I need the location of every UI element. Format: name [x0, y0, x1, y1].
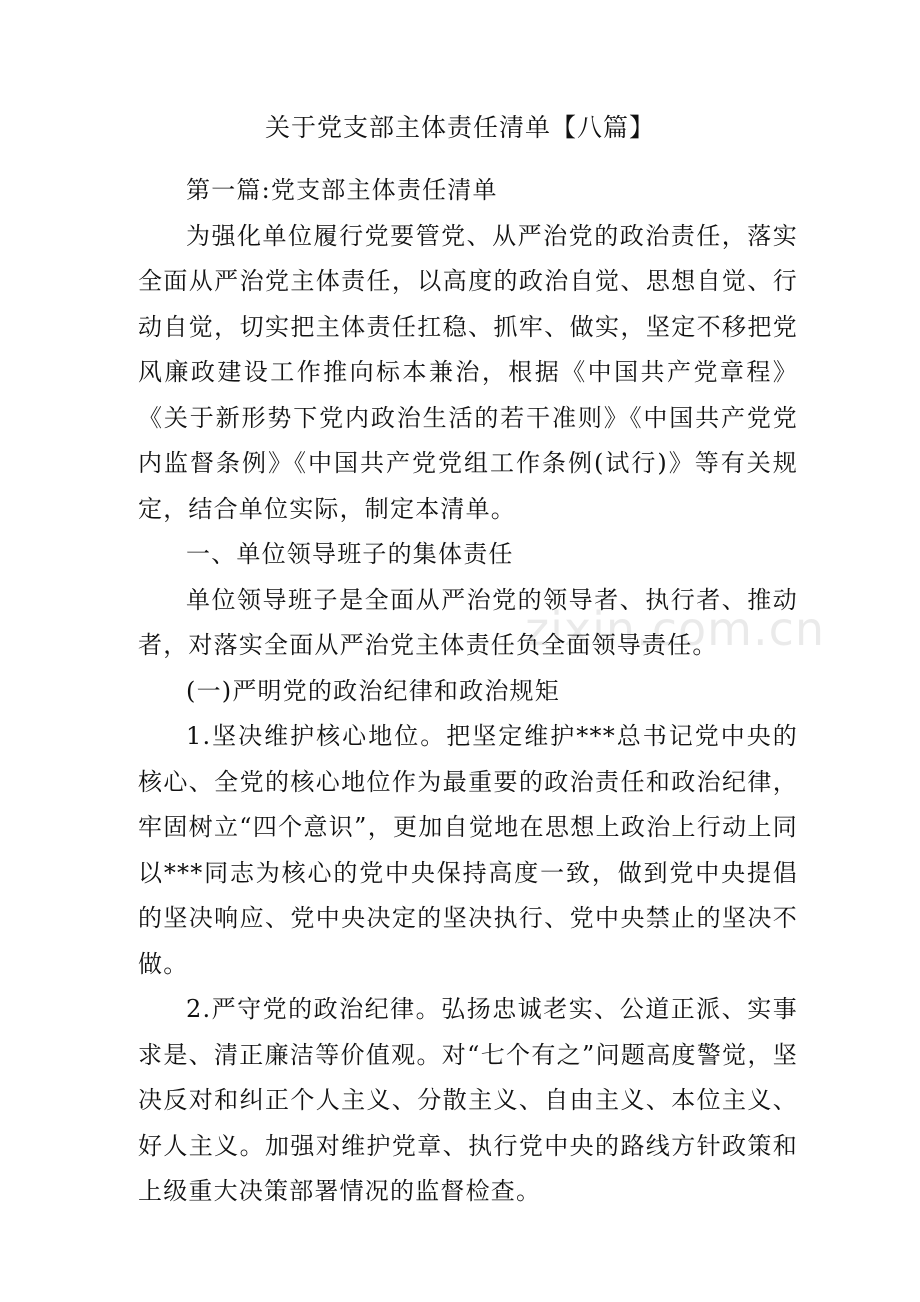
heading-collective-responsibility: 一、单位领导班子的集体责任 — [186, 540, 514, 568]
document-body — [138, 168, 798, 1215]
item-1-paragraph: 1.坚决维护核心地位。把坚定维护***总书记党中央的核心、全党的核心地位作为最重要的政治责任和政治纪律，牢固树立“四个意识”，更加自觉地在思想上政治上行动上同以***同志为核心的党中央保持高度一致，做到党中央提倡的坚决响应、党中央决定的坚决执行、党中央禁止的坚决不做。 — [138, 722, 798, 978]
item-2-paragraph: 2.严守党的政治纪律。弘扬忠诚老实、公道正派、实事求是、清正廉洁等价值观。对“七个有之”问题高度警觉，坚决反对和纠正个人主义、分散主义、自由主义、本位主义、好人主义。加强对维护党章、执行党中央的路线方针政策和上级重大决策部署情况的监督检查。 — [138, 995, 798, 1205]
subheading-political-discipline: (一)严明党的政治纪律和政治规矩 — [186, 676, 560, 705]
intro-paragraph: 为强化单位履行党要管党、从严治党的政治责任，落实全面从严治党主体责任，以高度的政治自觉、思想自觉、行动自觉，切实把主体责任扛稳、抓牢、做实，坚定不移把党风廉政建设工作推向标本兼治，根据《中国共产党章程》《关于新形势下党内政治生活的若干准则》《中国共产党党内监督条例》《中国共产党党组工作条例(试行)》等有关规定，结合单位实际，制定本清单。 — [138, 221, 798, 523]
document-title: 关于党支部主体责任清单【八篇】 — [264, 113, 655, 142]
section-title: 第一篇:党支部主体责任清单 — [186, 176, 498, 204]
watermark: zixin.com.cn — [525, 602, 826, 656]
leadership-paragraph: 单位领导班子是全面从严治党的领导者、执行者、推动者，对落实全面从严治党主体责任负全面领导责任。 — [138, 585, 798, 659]
